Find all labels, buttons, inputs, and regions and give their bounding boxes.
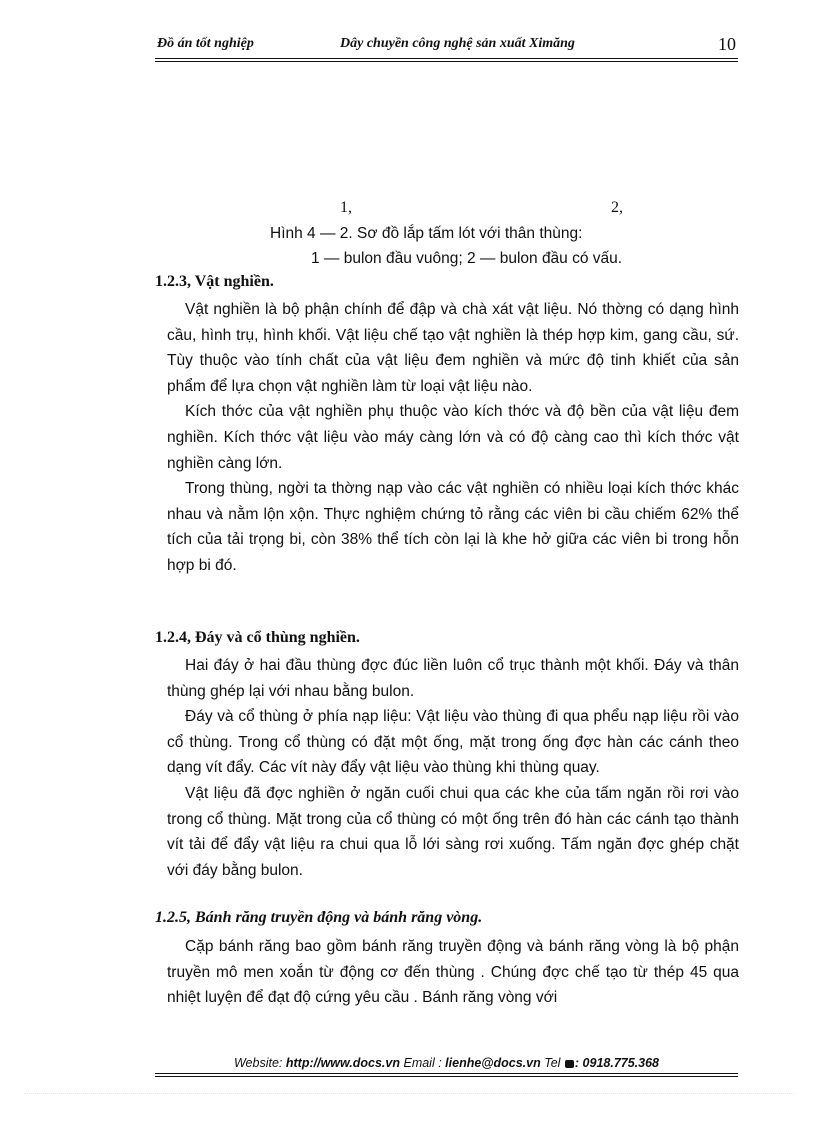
section-heading-125: 1.2.5, Bánh răng truyền động và bánh răng vòng.: [155, 909, 483, 926]
paragraph: Kích thớc của vật nghiền phụ thuộc vào kích thớc và độ bền của vật liệu đem nghiền. Kích thớc vật liệu vào máy càng lớn và có độ càng cao thì kích thớc vật nghiền càng lớn.: [167, 403, 739, 472]
footer-email-label: Email :: [403, 1056, 442, 1070]
figure-caption: Hình 4 — 2. Sơ đồ lắp tấm lót với thân thùng:: [270, 225, 583, 242]
header-title: Dây chuyền công nghệ sản xuất Ximăng: [340, 36, 575, 51]
page-footer: [155, 1056, 738, 1070]
figure-label-2: 2,: [611, 199, 623, 216]
paragraph: Vật liệu đã đợc nghiền ở ngăn cuối chui qua các khe của tấm ngăn rồi rơi vào trong cổ thùng. Mặt trong của cổ thùng có một ống trên đó hàn các cánh tạo thành vít tải để đẩy vật liệu ra chui qua lỗ lới sàng rơi xuống. Tấm ngăn đợc ghép chặt với đáy bằng bulon.: [167, 784, 739, 879]
footer-website-label: Website:: [233, 1056, 283, 1070]
footer-email-link[interactable]: lienhe@docs.vn: [445, 1056, 541, 1070]
paragraph: Trong thùng, ngời ta thờng nạp vào các vật nghiền có nhiều loại kích thớc khác nhau và nằm lộn xộn. Thực nghiệm chứng tỏ rằng các viên bi cầu chiếm 62% thể tích của tải trọng bi, còn 38% thể tích còn lại là khe hở giữa các viên bi trong hỗn hợp bi đó.: [167, 480, 739, 574]
page-header: [155, 36, 738, 60]
page-number: 10: [718, 34, 736, 54]
figure-caption-legend: 1 — bulon đầu vuông; 2 — bulon đầu có vấu.: [311, 250, 623, 267]
paragraph: Cặp bánh răng bao gồm bánh răng truyền động và bánh răng vòng là bộ phận truyền mô men xoắn từ động cơ đến thùng . Chúng đợc chế tạo từ thép 45 qua nhiệt luyện để đạt độ cứng yêu cầu . Bánh răng vòng với: [167, 938, 739, 1007]
footer-website-link[interactable]: http://www.docs.vn: [285, 1056, 400, 1070]
section-heading-124: 1.2.4, Đáy và cổ thùng nghiền.: [155, 629, 360, 646]
paragraph: Đáy và cổ thùng ở phía nạp liệu: Vật liệu vào thùng đi qua phểu nạp liệu rồi vào cổ thùng. Trong cổ thùng có đặt một ống, mặt trong ống đợc hàn các cánh theo dạng vít đẩy. Các vít này đẩy vật liệu vào thùng khi thùng quay.: [167, 708, 739, 777]
footer-tel-label: Tel: [544, 1056, 561, 1070]
phone-icon: [565, 1060, 574, 1068]
header-rule: [155, 58, 738, 59]
page-edge-divider: [24, 1093, 794, 1094]
section-heading-123: 1.2.3, Vật nghiền.: [155, 273, 274, 290]
footer-rule: [155, 1073, 738, 1074]
header-left-text: Đồ án tốt nghiệp: [157, 36, 254, 51]
footer-rule-thin: [155, 1076, 738, 1077]
footer-phone: : 0918.775.368: [574, 1056, 660, 1070]
paragraph: Hai đáy ở hai đầu thùng đợc đúc liền luôn cổ trục thành một khối. Đáy và thân thùng ghép lại với nhau bằng bulon.: [167, 657, 739, 700]
header-rule-thin: [155, 61, 738, 62]
section-123-body: [167, 297, 739, 579]
section-125-body: [167, 934, 739, 1011]
figure-label-1: 1,: [340, 199, 352, 216]
paragraph: Vật nghiền là bộ phận chính để đập và chà xát vật liệu. Nó thờng có dạng hình cầu, hình trụ, hình khối. Vật liệu chế tạo vật nghiền là thép hợp kim, gang cầu, sứ. Tùy thuộc vào tính chất của vật liệu đem nghiền và mức độ tinh khiết của sản phẩm để lựa chọn vật nghiền làm từ loại vật liệu nào.: [167, 301, 739, 395]
section-124-body: [167, 653, 739, 883]
